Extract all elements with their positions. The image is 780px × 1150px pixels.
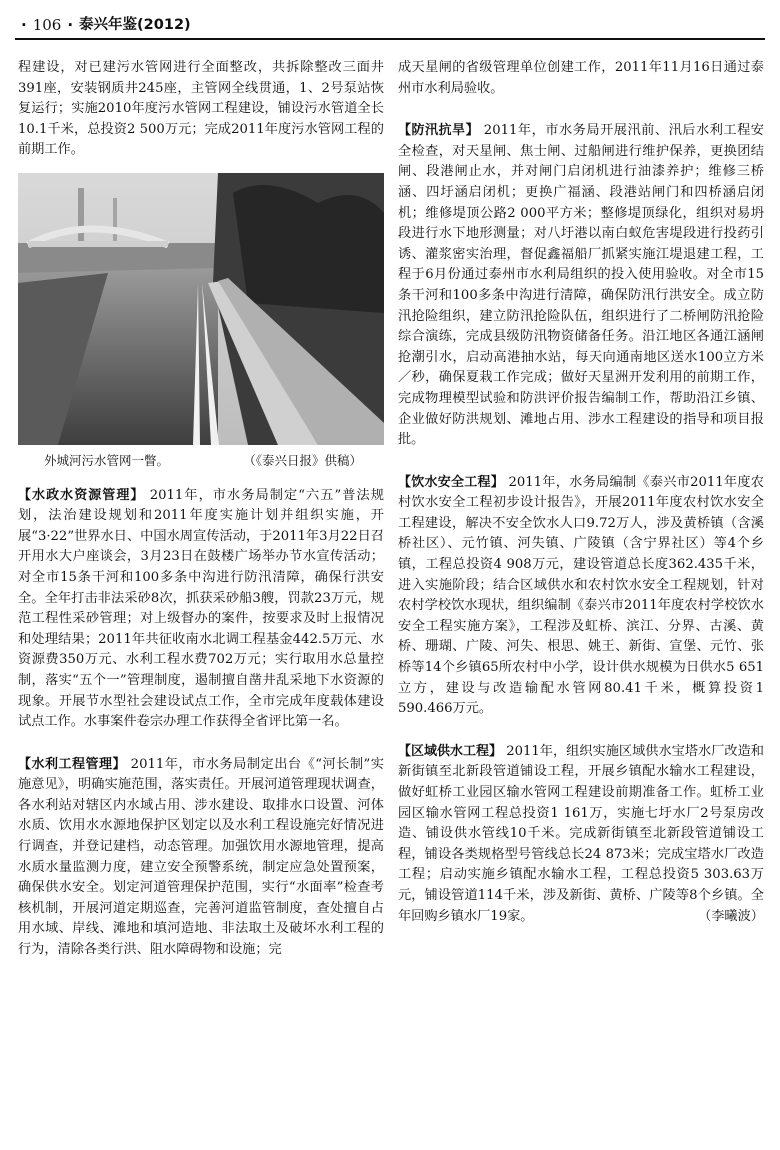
water-engineering-text: 2011年，市水务局制定出台《“河长制”实施意见》，明确实施范围，落实责任。开展河道管理现状调查，各水利站对辖区内水域占用、涉水建设、取排水口设置、河体水质、饮用水水源地保护区划定以及水利工程设施完好情况进行调查，并登记建档，动态管理。加强饮用水源地管理，提高水质水量监测力度，建立安全预警系统，制定应急处置预案，确保供水安全。划定河道管理保护范围，实行“水面率”检查考核机制，开展河道定期巡查，完善河道监管制度，查处擅自占用水域、岸线、滩地和填河造地、非法取土及破坏水利工程的行为，清除各类行洪、阻水障碍物和设施；完 (18, 756, 384, 958)
regional-supply-label: 【区域供水工程】 (398, 743, 503, 759)
left-column (18, 58, 384, 983)
header-bullet: · (21, 16, 27, 34)
continuation-paragraph: 成天星闸的省级管理单位创建工作，2011年11月16日通过泰州市水利局验收。 (398, 60, 764, 96)
book-title: 泰兴年鉴(2012) (79, 17, 191, 33)
drinking-water-paragraph (398, 473, 764, 720)
author-signature: （李曦波） (698, 908, 764, 924)
flood-control-text: 2011年，市水务局开展汛前、汛后水利工程安全检查，对天星闸、焦士闸、过船闸进行维护保养，更换团结闸、段港闸止水，并对闸门启闭机进行油漆养护；维修三桥涵、四圩涵启闭机；更换广福涵、段港站闸门和四桥涵启闭机；维修堤顶公路2 000平方米；整修堤顶绿化，组织对易坍段进行水下地形测量；对八圩港以南白蚁危害堤段进行投药引诱、灌浆密实治理，督促鑫福船厂抓紧实施江堤退建工程，工程于6月份通过泰州市水利局组织的投入使用验收。对全市15条干河和100多条中沟进行清障，确保防汛行洪安全。成立防汛抢险组织，建立防汛抢险队伍，组织进行了二桥闸防汛抢险综合演练，完成县级防汛物资储备任务。沿江地区各通江涵闸抢潮引水，启动高港抽水站，每天向通南地区送水100立方米／秒，确保夏栽工作完成；做好天星洲开发利用的前期工作，完成物理模型试验和防洪评价报告编制工作，帮助沿江乡镇、企业做好防洪规划、滩地占用、涉水工程建设的指导和项目报批。 (398, 123, 764, 448)
flood-control-paragraph (398, 121, 764, 451)
header-bullet: · (67, 16, 74, 34)
water-engineering-label: 【水利工程管理】 (18, 756, 126, 772)
intro-paragraph: 程建设，对已建污水管网进行全面整改，共拆除整改三面井391座，安装钢质井245座，主管网全线贯通，1、2号泵站恢复运行；实施2010年度污水管网工程建设，铺设污水管道全长10.1千米，总投资2 500万元；完成2011年度污水管网工程的前期工作。 (18, 60, 384, 158)
photo-caption: 外城河污水管网一瞥。 (44, 452, 170, 468)
photo-caption-row (18, 451, 384, 472)
right-column (398, 58, 764, 949)
photo-credit: （《泰兴日报》供稿） (243, 452, 362, 468)
regional-supply-paragraph (398, 742, 764, 927)
canal-photo (18, 173, 384, 445)
flood-control-label: 【防汛抗旱】 (398, 123, 480, 139)
water-admin-label: 【水政水资源管理】 (18, 487, 145, 503)
page-number: 106 (32, 16, 62, 34)
water-admin-paragraph (18, 486, 384, 733)
regional-supply-text: 2011年，组织实施区域供水宝塔水厂改造和新街镇至北新段管道铺设工程，开展乡镇配水输水工程建设，做好虹桥工业园区输水管网工程建设前期准备工作。虹桥工业园区输水管网工程总投资1 161万，实施七圩水厂2号泵房改造、铺设供水管线10千米。完成新街镇至北新段管道铺设工程，铺设各类规格型号管线总长24 873米；完成宝塔水厂改造工程；启动实施乡镇配水输水工程，工程总投资5 303.63万元，铺设管道114千米，涉及新街、黄桥、广陵等8个乡镇。全年回购乡镇水厂19家。 (398, 743, 764, 924)
drinking-water-text: 2011年，水务局编制《泰兴市2011年度农村饮水安全工程初步设计报告》，开展2011年度农村饮水安全工程建设，解决不安全饮水人口9.72万人，涉及黄桥镇（含溪桥社区）、元竹镇、河失镇、广陵镇（含宁界社区）等4个乡镇，工程总投资4 908万元，建设管道总长度362.435千米，进入实施阶段；结合区域供水和农村饮水安全工程规划，针对农村学校饮水现状，组织编制《泰兴市2011年度农村学校饮水安全工程实施方案》，工程涉及虹桥、滨江、分界、古溪、黄桥、珊瑚、广陵、河失、根思、姚王、新街、宣堡、元竹、张桥等14个乡镇65所农村中小学，设计供水规模为日供水5 651立方，建设与改造输配水管网80.41千米，概算投资1 590.466万元。 (398, 474, 764, 717)
water-admin-text: 2011年，市水务局制定“六五”普法规划，法治建设规划和2011年度实施计划并组织实施，开展“3·22”世界水日、中国水周宣传活动，于2011年3月22日召开用水大户座谈会，3月23日在鼓楼广场举办节水宣传活动；对全市15条干河和100多条中沟进行防汛清障，确保行洪安全。全年打击非法采砂8次，抓获采砂船3艘，罚款23万元，规范工程性采砂管理；对上级督办的案件，按要求及时上报情况和处理结果；2011年共征收南水北调工程基金442.5万元、水资源费350万元、水利工程水费702万元；实行取用水总量控制，落实“五个一”管理制度，遏制擅自凿井乱采地下水资源的现象。开展节水型社会建设试点工作，全市完成年度载体建设试点工作。水事案件卷宗办理工作获得全省评比第一名。 (18, 487, 384, 730)
page-header (15, 14, 765, 40)
canal-photo-image (18, 173, 384, 445)
water-engineering-paragraph (18, 755, 384, 961)
drinking-water-label: 【饮水安全工程】 (398, 474, 505, 490)
